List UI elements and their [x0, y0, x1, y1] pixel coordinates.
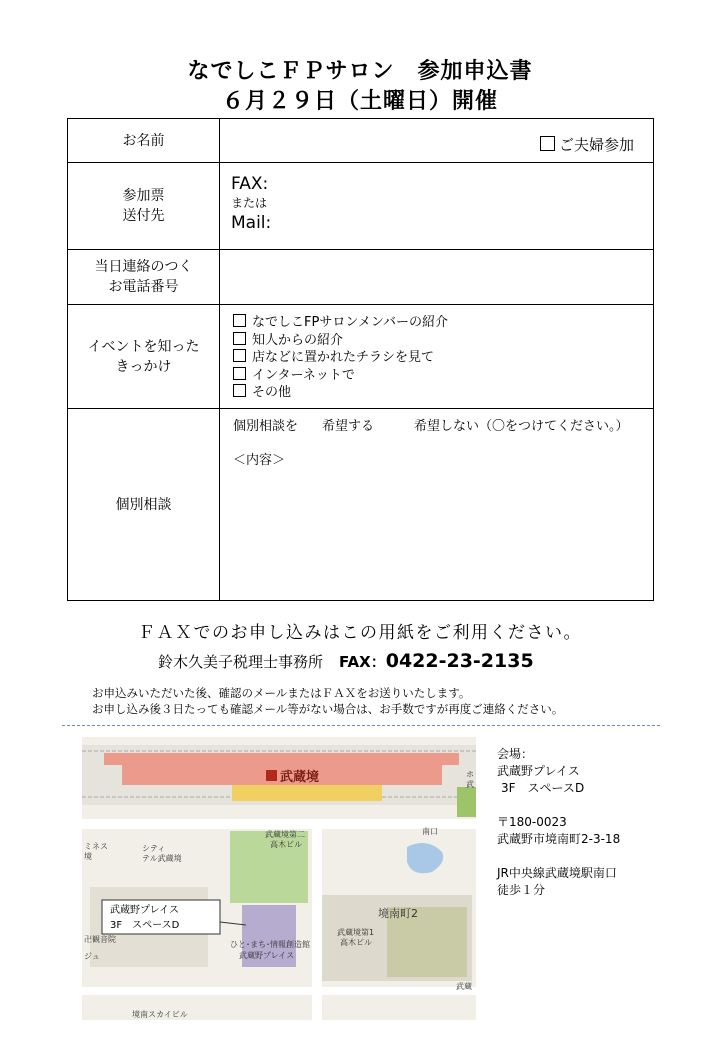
source-option-label: インターネットで	[252, 367, 355, 383]
source-option[interactable]	[233, 332, 652, 350]
name-field[interactable]	[220, 119, 654, 163]
svg-text:卍観音院: 卍観音院	[84, 935, 116, 944]
fax-number: 0422-23-2135	[385, 650, 534, 672]
svg-text:テル武蔵境: テル武蔵境	[142, 854, 182, 863]
cut-line	[62, 725, 660, 726]
svg-text:境: 境	[84, 852, 92, 861]
venue-address: 武蔵野市境南町2-3-18	[497, 832, 621, 846]
source-option[interactable]	[233, 349, 652, 367]
phone-label-line2: お電話番号	[108, 279, 179, 295]
venue-room: 3F スペースD	[501, 781, 585, 795]
checkbox-icon	[233, 349, 246, 362]
office-name: 鈴木久美子税理士事務所	[158, 653, 324, 671]
consult-yes-option[interactable]: 希望する	[322, 419, 375, 434]
svg-text:武蔵野プレイス: 武蔵野プレイス	[110, 905, 179, 916]
source-option[interactable]	[233, 314, 652, 332]
svg-text:高木ビル: 高木ビル	[270, 840, 302, 849]
form-title: なでしこＦＰサロン 参加申込書	[187, 59, 533, 84]
source-option-label: 店などに置かれたチラシを見て	[252, 350, 435, 365]
ticket-label	[68, 163, 220, 250]
svg-text:シティ: シティ	[142, 844, 166, 853]
application-form	[67, 118, 654, 601]
venue-access-1: JR中央線武蔵境駅南口	[497, 866, 617, 880]
venue-access-2: 徒歩１分	[497, 883, 546, 897]
consult-no-option[interactable]: 希望しない	[414, 419, 480, 434]
fax-prefix: FAX：	[339, 653, 386, 671]
checkbox-icon	[233, 384, 246, 397]
source-option[interactable]	[233, 367, 652, 385]
source-option-label: その他	[252, 385, 292, 400]
phone-label-line1: 当日連絡のつく	[94, 259, 193, 275]
ticket-label-line2: 送付先	[122, 208, 165, 224]
consult-choice-line	[233, 418, 652, 436]
svg-text:境南スカイビル: 境南スカイビル	[132, 1010, 188, 1019]
office-line	[158, 650, 534, 672]
venue-postal: 〒180-0023	[497, 815, 567, 829]
event-date: ６月２９日（土曜日）開催	[221, 89, 498, 114]
source-option-label: 知人からの紹介	[252, 332, 344, 348]
svg-text:ジュ: ジュ	[84, 952, 100, 961]
venue-info	[497, 746, 620, 899]
svg-text:高木ビル: 高木ビル	[340, 938, 372, 947]
svg-text:武蔵境: 武蔵境	[280, 770, 320, 785]
svg-text:ホ: ホ	[466, 770, 474, 779]
consult-field[interactable]	[220, 409, 654, 601]
confirmation-note-1: お申込みいただいた後、確認のメールまたはＦＡＸをお送りいたします。	[92, 686, 471, 700]
phone-label	[68, 250, 220, 305]
source-options	[233, 314, 652, 402]
checkbox-icon	[233, 314, 246, 327]
svg-text:境南町2: 境南町2	[378, 907, 418, 920]
fax-label: FAX:	[231, 174, 269, 194]
svg-text:武蔵野プレイス: 武蔵野プレイス	[239, 951, 295, 960]
svg-text:武蔵境第二: 武蔵境第二	[265, 830, 305, 839]
consult-prefix: 個別相談を	[233, 419, 299, 434]
svg-text:ひと･まち･情報創造館: ひと･まち･情報創造館	[230, 940, 310, 949]
venue-heading: 会場：	[497, 747, 534, 761]
content-label: ＜内容＞	[233, 453, 286, 468]
svg-text:武蔵: 武蔵	[456, 982, 472, 991]
svg-text:武蔵境第1: 武蔵境第1	[337, 928, 375, 937]
couple-checkbox[interactable]	[540, 134, 634, 155]
name-label: お名前	[68, 119, 220, 163]
source-label-line2: きっかけ	[115, 358, 172, 375]
consult-label: 個別相談	[68, 409, 220, 601]
svg-text:武: 武	[466, 780, 474, 789]
checkbox-icon	[233, 332, 246, 345]
venue-name: 武蔵野プレイス	[497, 764, 580, 778]
access-map	[82, 737, 476, 1020]
checkbox-icon	[233, 367, 246, 380]
source-option[interactable]	[233, 384, 652, 402]
or-label: または	[231, 196, 268, 210]
ticket-field[interactable]	[220, 163, 654, 250]
svg-text:ミネス: ミネス	[84, 842, 108, 851]
svg-text:南口: 南口	[422, 827, 438, 836]
consult-note: （〇をつけてください。）	[479, 419, 629, 434]
confirmation-note-2: お申し込み後３日たっても確認メール等がない場合は、お手数ですが再度ご連絡ください。	[92, 702, 564, 716]
phone-field[interactable]	[220, 250, 654, 305]
fax-usage-note: ＦＡＸでのお申し込みはこの用紙をご利用ください。	[138, 623, 582, 643]
ticket-label-line1: 参加票	[122, 188, 165, 204]
source-option-label: なでしこFPサロンメンバーの紹介	[252, 315, 449, 330]
couple-label: ご夫婦参加	[558, 136, 634, 154]
mail-label: Mail:	[231, 213, 272, 233]
source-label-line1: イベントを知った	[87, 338, 200, 355]
checkbox-icon	[540, 136, 555, 151]
source-label	[68, 305, 220, 409]
source-field	[220, 305, 654, 409]
svg-text:3F スペースD: 3F スペースD	[110, 920, 180, 931]
